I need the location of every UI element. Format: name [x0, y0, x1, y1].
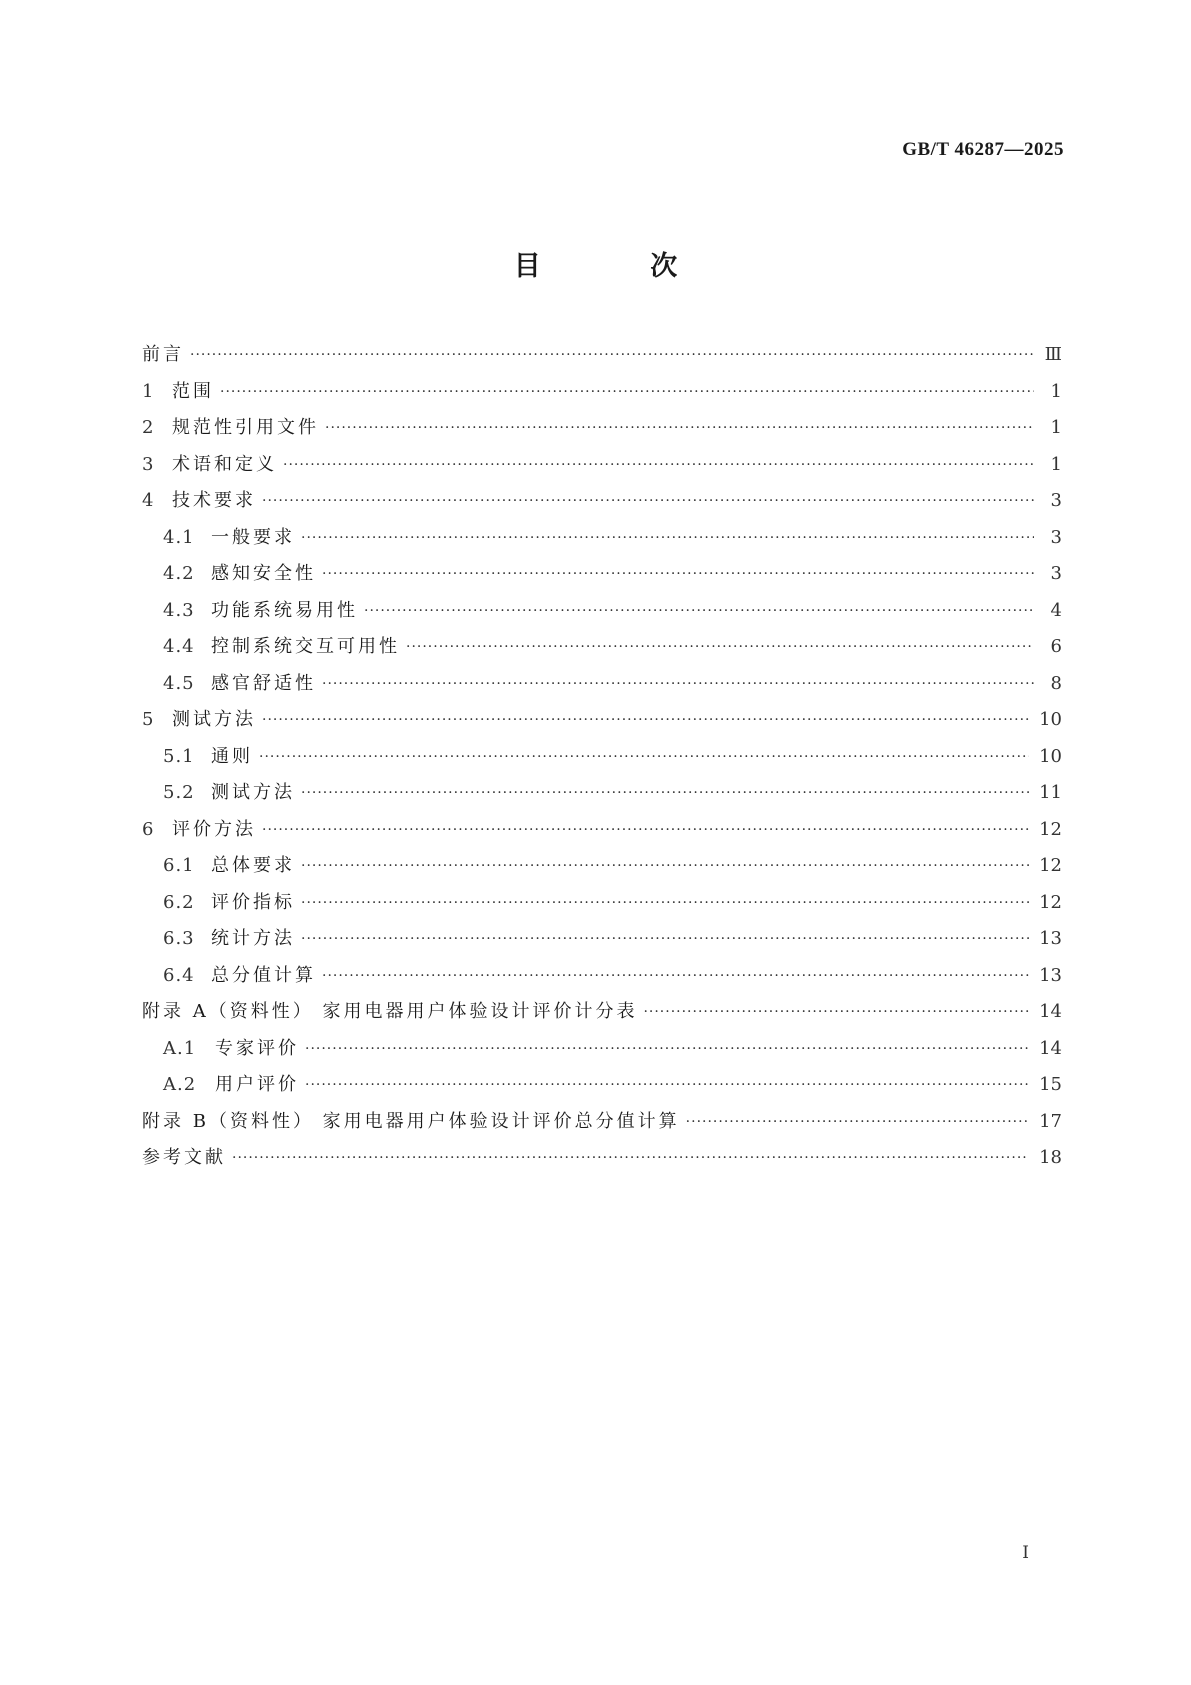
- toc-entry[interactable]: [142, 702, 1062, 739]
- dot-leader: [301, 932, 1029, 946]
- dot-leader: [305, 1042, 1029, 1056]
- toc-entry-title: 统计方法: [211, 928, 295, 950]
- dot-leader: [322, 969, 1029, 983]
- toc-entry[interactable]: [142, 994, 1062, 1031]
- toc-entry[interactable]: [142, 410, 1062, 447]
- dot-leader: [220, 385, 1034, 399]
- dot-leader: [190, 348, 1034, 362]
- toc-entry-page: 18: [1039, 1147, 1062, 1169]
- dot-leader: [364, 604, 1034, 618]
- toc-entry-page: 10: [1039, 745, 1062, 767]
- toc-entry-page: 6: [1050, 636, 1062, 658]
- toc-entry-number: 1: [142, 380, 155, 402]
- toc-entry[interactable]: [142, 337, 1062, 374]
- toc-entry-title: 总分值计算: [211, 964, 316, 986]
- table-of-contents: [142, 337, 1062, 1177]
- dot-leader: [301, 859, 1029, 873]
- dot-leader: [301, 786, 1029, 800]
- toc-entry-title: 技术要求: [172, 490, 256, 512]
- toc-entry-number: 4: [142, 490, 155, 512]
- toc-entry-title: 附录 A（资料性） 家用电器用户体验设计评价计分表: [142, 1001, 638, 1023]
- toc-entry-number: 5.1: [163, 745, 195, 767]
- toc-entry-number: 6.2: [163, 891, 195, 913]
- dot-leader: [232, 1151, 1029, 1165]
- toc-entry-title: 一般要求: [211, 526, 295, 548]
- toc-entry[interactable]: [142, 1140, 1062, 1177]
- standard-number: GB/T 46287—2025: [902, 139, 1064, 160]
- toc-entry-number: 6.3: [163, 928, 195, 950]
- toc-entry-title: 评价指标: [211, 891, 295, 913]
- dot-leader: [406, 640, 1034, 654]
- toc-entry-page: 4: [1050, 599, 1062, 621]
- toc-entry[interactable]: [142, 1104, 1062, 1141]
- toc-entry[interactable]: [142, 958, 1062, 995]
- toc-entry-title: 附录 B（资料性） 家用电器用户体验设计评价总分值计算: [142, 1110, 680, 1132]
- toc-entry[interactable]: [142, 593, 1062, 630]
- toc-entry-page: 3: [1050, 526, 1062, 548]
- toc-entry-title: 感官舒适性: [211, 672, 316, 694]
- dot-leader: [262, 713, 1029, 727]
- dot-leader: [259, 750, 1029, 764]
- toc-entry-title: 范围: [172, 380, 214, 402]
- dot-leader: [643, 1005, 1029, 1019]
- dot-leader: [325, 421, 1034, 435]
- toc-entry-page: 13: [1039, 964, 1062, 986]
- toc-entry[interactable]: [142, 374, 1062, 411]
- toc-entry-page: 1: [1050, 417, 1062, 439]
- toc-entry-number: 5.2: [163, 782, 195, 804]
- toc-entry-title: 参考文献: [142, 1147, 226, 1169]
- toc-entry-number: 4.1: [163, 526, 195, 548]
- toc-entry-title: 总体要求: [211, 855, 295, 877]
- toc-entry-number: 6.1: [163, 855, 195, 877]
- dot-leader: [322, 567, 1034, 581]
- toc-entry[interactable]: [142, 775, 1062, 812]
- dot-leader: [301, 531, 1034, 545]
- toc-entry-number: 4.3: [163, 599, 195, 621]
- toc-entry-page: 17: [1039, 1110, 1062, 1132]
- toc-entry-number: 4.2: [163, 563, 195, 585]
- dot-leader: [262, 494, 1034, 508]
- toc-entry-title: 专家评价: [215, 1037, 299, 1059]
- toc-entry-number: A.2: [163, 1074, 197, 1096]
- toc-entry-title: 规范性引用文件: [172, 417, 319, 439]
- toc-entry-title: 控制系统交互可用性: [211, 636, 400, 658]
- toc-entry-page: Ⅲ: [1044, 344, 1062, 366]
- toc-entry[interactable]: [142, 812, 1062, 849]
- toc-entry-page: 11: [1039, 782, 1062, 804]
- toc-entry[interactable]: [142, 666, 1062, 703]
- toc-entry[interactable]: [142, 739, 1062, 776]
- toc-entry-title: 术语和定义: [172, 453, 277, 475]
- dot-leader: [322, 677, 1034, 691]
- toc-entry-title: 测试方法: [172, 709, 256, 731]
- toc-entry[interactable]: [142, 1067, 1062, 1104]
- toc-entry-number: 2: [142, 417, 155, 439]
- toc-entry-number: A.1: [163, 1037, 197, 1059]
- dot-leader: [301, 896, 1029, 910]
- toc-entry-page: 1: [1050, 453, 1062, 475]
- dot-leader: [686, 1115, 1029, 1129]
- page-number: I: [1022, 1543, 1029, 1563]
- page-title: 目 次: [513, 251, 728, 282]
- toc-entry-number: 4.5: [163, 672, 195, 694]
- toc-entry-title: 用户评价: [215, 1074, 299, 1096]
- toc-entry-page: 14: [1039, 1001, 1062, 1023]
- toc-entry[interactable]: [142, 483, 1062, 520]
- toc-entry[interactable]: [142, 520, 1062, 557]
- toc-entry-number: 6.4: [163, 964, 195, 986]
- toc-entry-page: 12: [1039, 855, 1062, 877]
- toc-entry-page: 12: [1039, 818, 1062, 840]
- toc-entry-page: 14: [1039, 1037, 1062, 1059]
- toc-entry[interactable]: [142, 848, 1062, 885]
- toc-entry-title: 通则: [211, 745, 253, 767]
- dot-leader: [305, 1078, 1029, 1092]
- toc-entry[interactable]: [142, 447, 1062, 484]
- toc-entry-page: 8: [1050, 672, 1062, 694]
- toc-entry-page: 15: [1039, 1074, 1062, 1096]
- toc-entry-page: 10: [1039, 709, 1062, 731]
- toc-entry-page: 13: [1039, 928, 1062, 950]
- toc-entry[interactable]: [142, 629, 1062, 666]
- dot-leader: [283, 458, 1034, 472]
- toc-entry-page: 1: [1050, 380, 1062, 402]
- toc-entry-title: 感知安全性: [211, 563, 316, 585]
- toc-entry[interactable]: [142, 921, 1062, 958]
- toc-entry-page: 3: [1050, 490, 1062, 512]
- toc-entry-title: 功能系统易用性: [211, 599, 358, 621]
- toc-entry[interactable]: [142, 1031, 1062, 1068]
- toc-entry-title: 测试方法: [211, 782, 295, 804]
- toc-entry[interactable]: [142, 885, 1062, 922]
- toc-entry-number: 3: [142, 453, 155, 475]
- toc-entry-page: 12: [1039, 891, 1062, 913]
- toc-entry[interactable]: [142, 556, 1062, 593]
- toc-entry-title: 评价方法: [172, 818, 256, 840]
- dot-leader: [262, 823, 1029, 837]
- toc-entry-title: 前言: [142, 344, 184, 366]
- toc-entry-number: 4.4: [163, 636, 195, 658]
- toc-entry-number: 6: [142, 818, 155, 840]
- toc-entry-number: 5: [142, 709, 155, 731]
- toc-entry-page: 3: [1050, 563, 1062, 585]
